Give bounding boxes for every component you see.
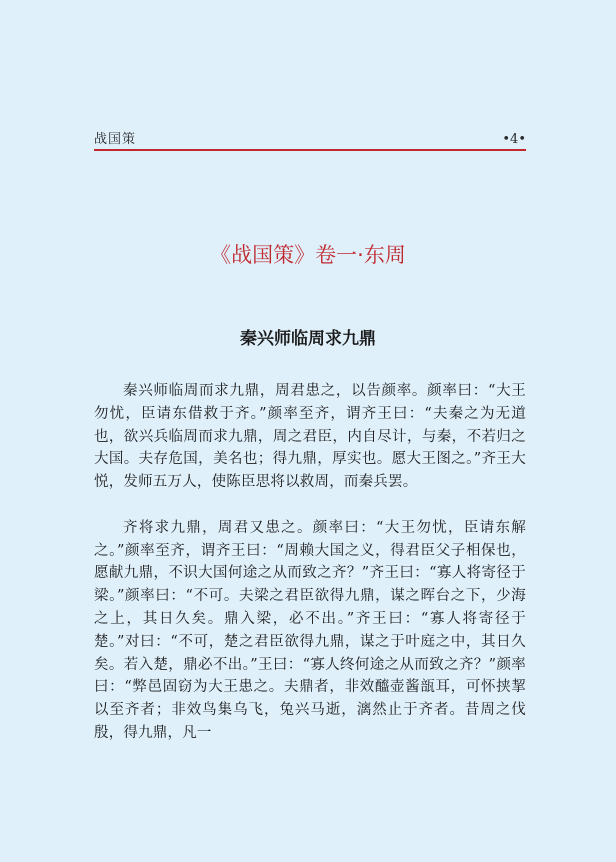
paragraph: 齐将求九鼎，周君又患之。颜率曰：“大王勿忧，臣请东解之。”颜率至齐，谓齐王曰：“周赖大国之义，得君臣父子相保也，愿献九鼎，不识大国何途之从而致之齐？”齐王曰：“寡人将寄径于梁。”颜率曰：“不可。夫梁之君臣欲得九鼎，谋之晖台之下，少海之上，其日久矣。鼎入梁，必不出。”齐王曰：“寡人将寄径于楚。”对曰：“不可，楚之君臣欲得九鼎，谋之于叶庭之中，其日久矣。若入楚，鼎必不出。”王曰：“寡人终何途之从而致之齐？”颜率曰：“弊邑固窃为大王患之。夫鼎者，非效醯壶酱瓿耳，可怀挟挈以至齐者；非效鸟集乌飞，兔兴马逝，漓然止于齐者。昔周之伐殷，得九鼎，凡一	[94, 519, 526, 741]
volume-title: 《战国策》卷一·东周	[210, 243, 406, 267]
paragraph: 秦兴师临周而求九鼎，周君患之，以告颜率。颜率曰：“大王勿忧，臣请东借救于齐。”颜率至齐，谓齐王曰：“夫秦之为无道也，欲兴兵临周而求九鼎，周之君臣，内自尽计，与秦，不若归之大国。夫存危国，美名也；得九鼎，厚实也。愿大王图之。”齐王大悦，发师五万人，使陈臣思将以救周，而秦兵罢。	[94, 383, 526, 491]
running-header	[94, 131, 526, 151]
book-name: 战国策	[94, 132, 137, 147]
page-number: •4•	[502, 132, 526, 147]
chapter-title: 秦兴师临周求九鼎	[240, 329, 376, 349]
body-text	[94, 380, 526, 745]
